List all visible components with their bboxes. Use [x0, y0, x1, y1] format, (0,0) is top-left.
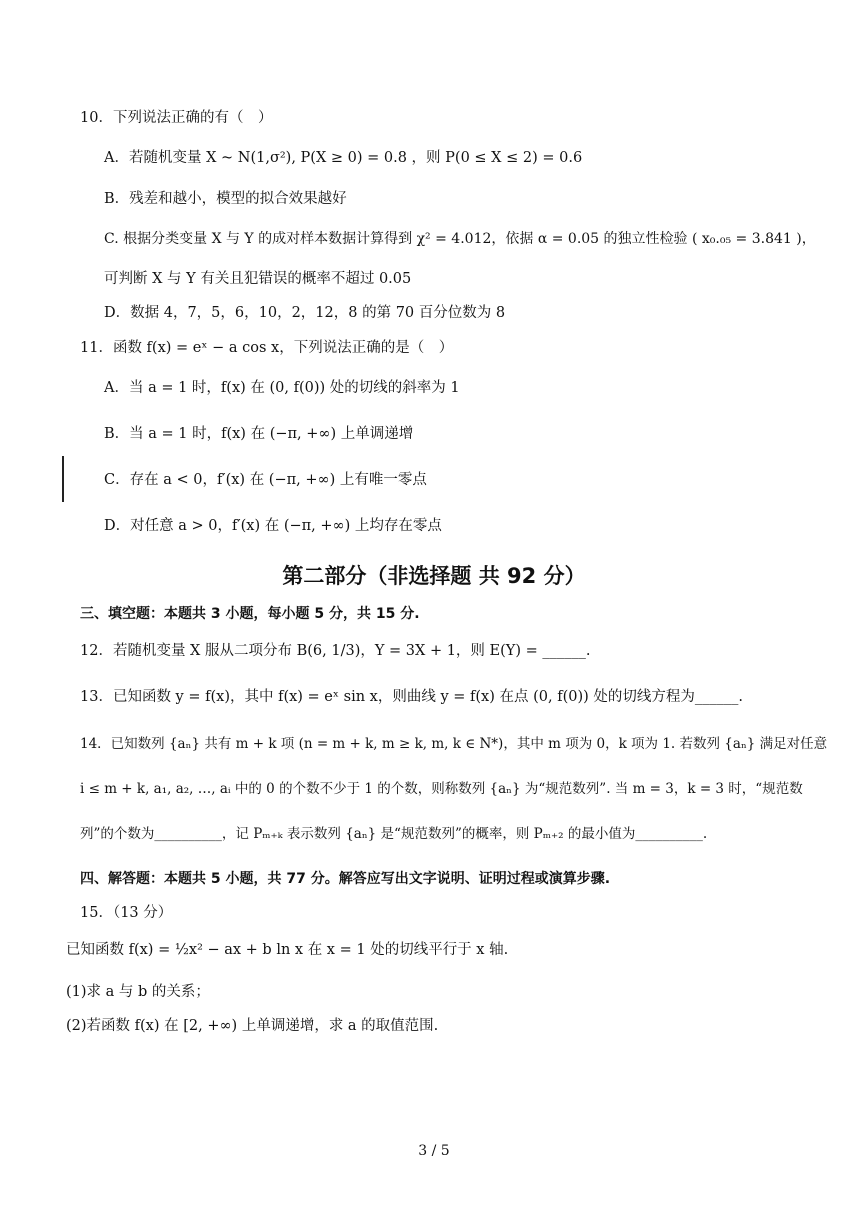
q14-line1: 14．已知数列 {aₙ} 共有 m + k 项 (n = m + k, m ≥ k, m, k ∈ N*)，其中 m 项为 0，k 项为 1. 若数列 {aₙ} 满足对任意	[80, 736, 828, 752]
margin-mark	[62, 456, 64, 502]
section-3-heading: 三、填空题：本题共 3 小题，每小题 5 分，共 15 分.	[80, 606, 420, 622]
q11-stem: 11．函数 f(x) = eˣ − a cos x，下列说法正确的是（ ）	[80, 340, 454, 356]
section-4-heading: 四、解答题：本题共 5 小题，共 77 分。解答应写出文字说明、证明过程或演算步骤.	[80, 871, 611, 887]
q15-heading: 15．（13 分）	[80, 905, 173, 921]
q10-option-b: B．残差和越小，模型的拟合效果越好	[104, 191, 347, 207]
q12: 12．若随机变量 X 服从二项分布 B(6, 1/3)，Y = 3X + 1，则 E(Y) = ______.	[80, 643, 591, 659]
q14-line2: i ≤ m + k, a₁, a₂, …, aᵢ 中的 0 的个数不少于 1 的个数，则称数列 {aₙ} 为“规范数列”. 当 m = 3，k = 3 时，“规范数	[80, 781, 803, 797]
q15-stem: 已知函数 f(x) = ½x² − ax + b ln x 在 x = 1 处的切线平行于 x 轴.	[66, 942, 509, 958]
q14-line3: 列”的个数为__________，记 Pₘ₊ₖ 表示数列 {aₙ} 是“规范数列”的概率，则 Pₘ₊₂ 的最小值为__________.	[80, 826, 708, 842]
q11-option-c: C．存在 a < 0，f′(x) 在 (−π, +∞) 上有唯一零点	[104, 472, 427, 488]
q11-option-d: D．对任意 a > 0，f′(x) 在 (−π, +∞) 上均存在零点	[104, 518, 442, 534]
q10-option-a: A．若随机变量 X ~ N(1,σ²), P(X ≥ 0) = 0.8 ，则 P(0 ≤ X ≤ 2) = 0.6	[104, 150, 583, 166]
q15-part2: (2)若函数 f(x) 在 [2, +∞) 上单调递增，求 a 的取值范围.	[66, 1018, 439, 1034]
q15-part1: (1)求 a 与 b 的关系；	[66, 984, 210, 1000]
q10-option-c-line2: 可判断 X 与 Y 有关且犯错误的概率不超过 0.05	[104, 271, 412, 287]
q11-option-a: A．当 a = 1 时，f(x) 在 (0, f(0)) 处的切线的斜率为 1	[104, 380, 460, 396]
q10-option-d: D．数据 4，7，5，6，10，2，12，8 的第 70 百分位数为 8	[104, 305, 506, 321]
q10-option-c-line1: C. 根据分类变量 X 与 Y 的成对样本数据计算得到 χ² = 4.012，依据 α = 0.05 的独立性检验 ( x₀.₀₅ = 3.841 )，	[104, 231, 816, 247]
page-number: 3 / 5	[418, 1143, 450, 1159]
q13: 13．已知函数 y = f(x)，其中 f(x) = eˣ sin x，则曲线 y = f(x) 在点 (0, f(0)) 处的切线方程为______.	[80, 689, 743, 705]
q10-stem: 10．下列说法正确的有（ ）	[80, 110, 273, 126]
q11-option-b: B．当 a = 1 时，f(x) 在 (−π, +∞) 上单调递增	[104, 426, 414, 442]
part-two-title: 第二部分（非选择题 共 92 分）	[282, 564, 586, 588]
